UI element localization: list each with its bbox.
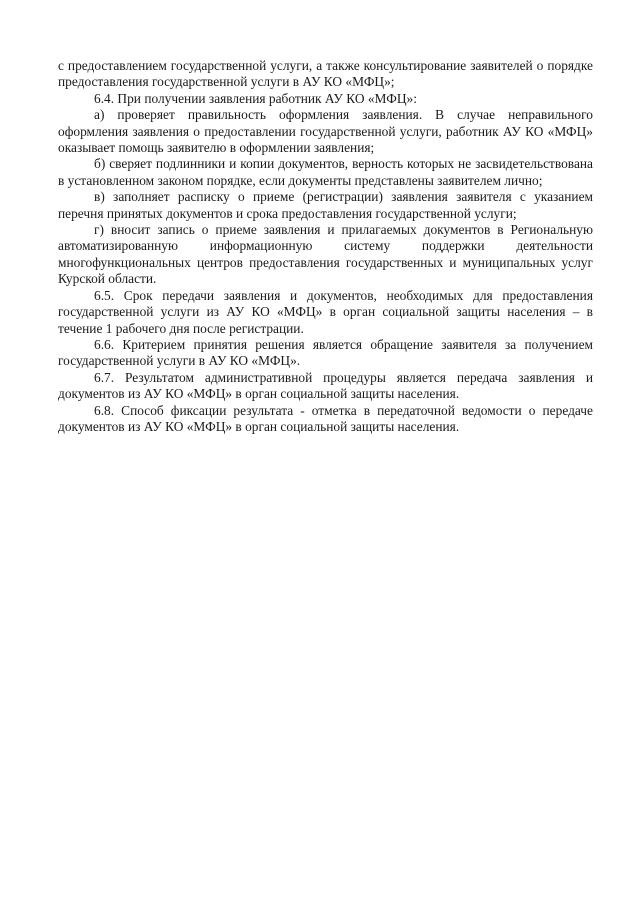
paragraph-continuation: с предоставлением государственной услуги, а также консультирование заявителей о порядке предоставления государственной услуги в АУ КО «МФЦ»;	[58, 58, 593, 90]
paragraph-6-4: 6.4. При получении заявления работник АУ КО «МФЦ»:	[94, 90, 417, 106]
paragraph-6-5: 6.5. Срок передачи заявления и документов, необходимых для предоставления государственной услуги из АУ КО «МФЦ» в орган социальной защиты населения – в течение 1 рабочего дня после регистрации.	[58, 287, 593, 336]
document-page	[58, 58, 593, 435]
paragraph-6-7: 6.7. Результатом административной процедуры является передача заявления и документов из АУ КО «МФЦ» в орган социальной защиты населения.	[58, 369, 593, 402]
paragraph-6-8: 6.8. Способ фиксации результата - отметка в передаточной ведомости о передаче документов из АУ КО «МФЦ» в орган социальной защиты населения.	[58, 402, 593, 434]
paragraph-6-6: 6.6. Критерием принятия решения является обращение заявителя за получением государственной услуги в АУ КО «МФЦ».	[58, 336, 593, 369]
paragraph-6-4-g: г) вносит запись о приеме заявления и прилагаемых документов в Региональную автоматизированную информационную систему поддержки деятельности многофункциональных центров предоставления государственных и муниципальных услуг Курской области.	[58, 222, 593, 287]
paragraph-6-4-a: а) проверяет правильность оформления заявления. В случае неправильного оформления заявления о предоставлении государственной услуги, работник АУ КО «МФЦ» оказывает помощь заявителю в оформлении заявления;	[58, 107, 593, 156]
paragraph-6-4-v: в) заполняет расписку о приеме (регистрации) заявления заявителя с указанием перечня принятых документов и срока предоставления государственной услуги;	[58, 189, 593, 221]
paragraph-6-4-b: б) сверяет подлинники и копии документов, верность которых не засвидетельствована в установленном законом порядке, если документы представлены заявителем лично;	[58, 156, 593, 188]
